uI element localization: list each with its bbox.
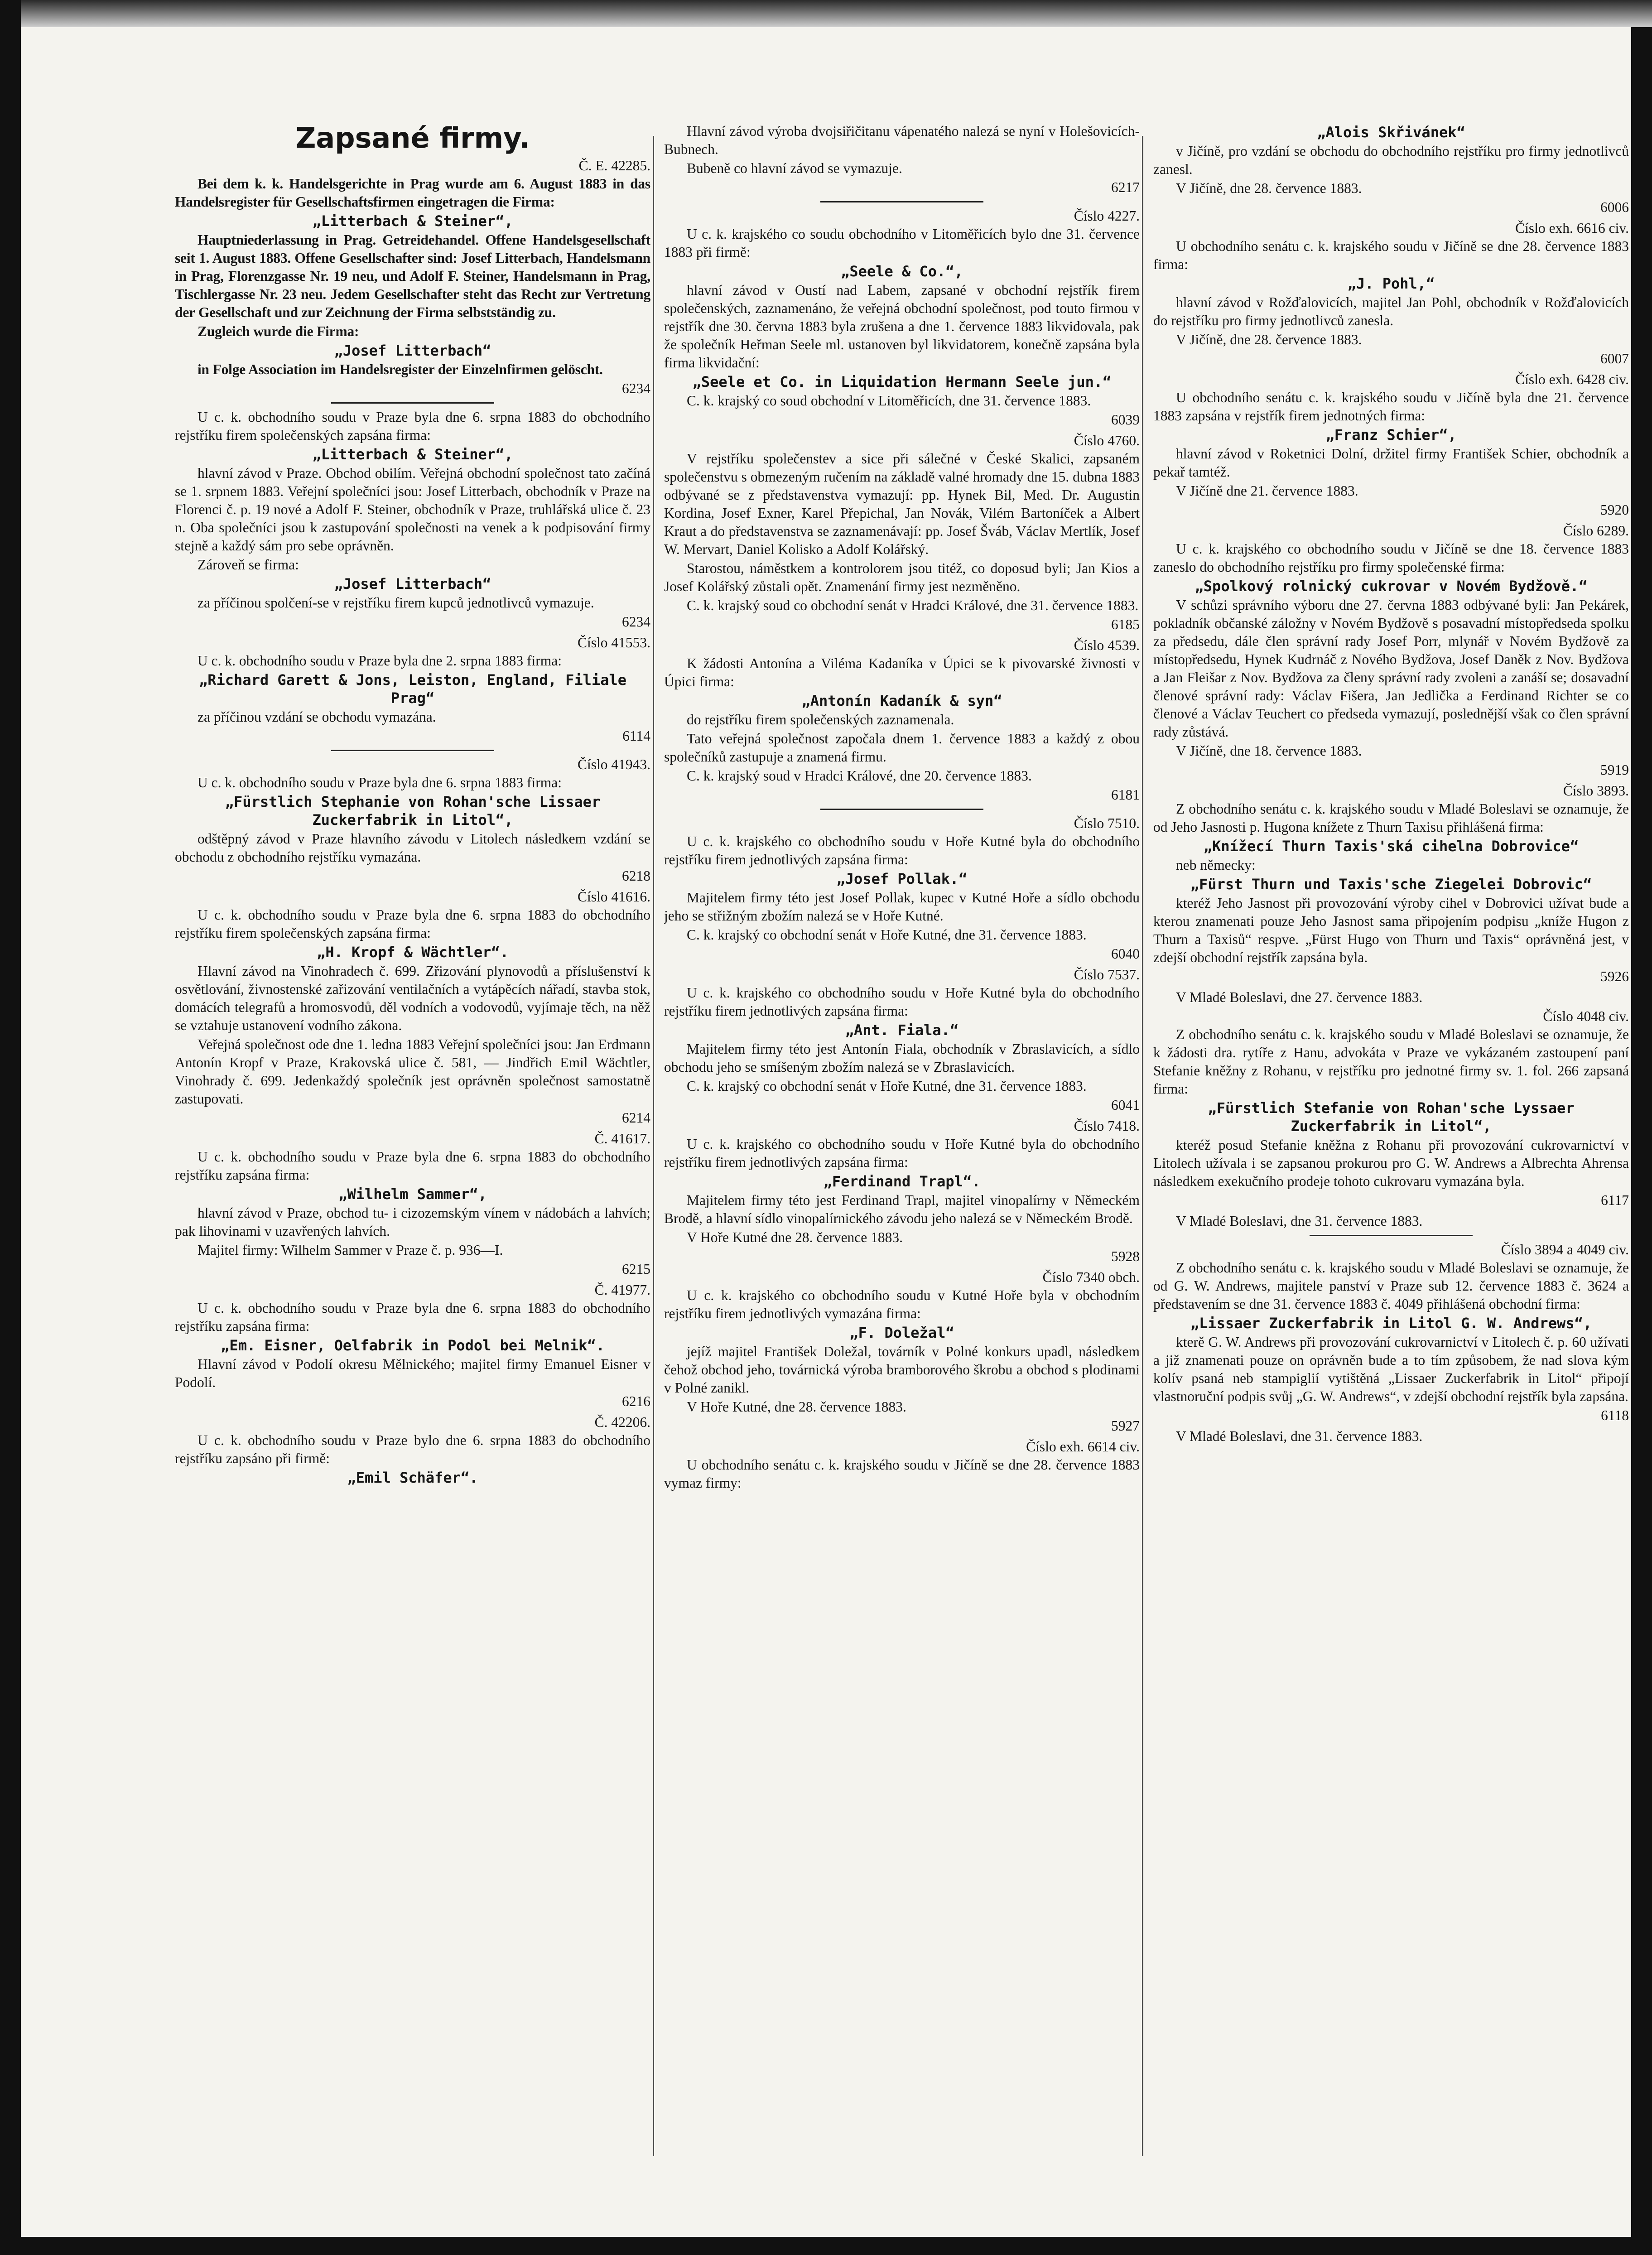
entry-number: Číslo 4227. [1074, 208, 1140, 224]
entry-text: Majitelem firmy této jest Ferdinand Trapl, majitel vinopalírny v Německém Brodě, a hlavní sídlo vinopalírnického závodu jeho nalezá se v Německém Brodě. [664, 1192, 1140, 1226]
entry-text: V Jičíně, dne 28. července 1883. [1176, 332, 1362, 347]
column-2 [664, 122, 1140, 2188]
entry-number: Číslo 7510. [1074, 815, 1140, 831]
firm-name: „Josef Pollak.“ [836, 870, 968, 887]
entry-reference: 6218 [622, 868, 650, 884]
firm-name: „Litterbach & Steiner“, [312, 212, 513, 230]
firm-name: „Emil Schäfer“. [347, 1469, 478, 1486]
page-top-edge [21, 0, 1652, 27]
column-1 [175, 122, 650, 2188]
entry-text: U c. k. krajského co obchodního soudu v Hoře Kutné byla do obchodního rejstříku firem jednotlivých zapsána firma: [664, 1136, 1140, 1170]
entry-text: Zároveň se firma: [197, 557, 299, 573]
entry-text: do rejstříku firem společenských zaznamenala. [687, 712, 954, 728]
entry-reference: 5920 [1600, 502, 1629, 518]
firm-name: „Seele et Co. in Liquidation Hermann Seele jun.“ [692, 373, 1112, 390]
firm-name: „J. Pohl,“ [1347, 275, 1435, 292]
entry-text-german: in Folge Association im Handelsregister der Einzelnfirmen gelöscht. [197, 361, 603, 377]
entry-text: v Jičíně, pro vzdání se obchodu do obchodního rejstříku pro firmy jednotlivců zanesl. [1153, 143, 1629, 177]
firm-name: „Josef Litterbach“ [334, 575, 491, 593]
entry-text: K žádosti Antonína a Viléma Kadaníka v Úpici se k pivovarské živnosti v Úpici firma: [664, 655, 1140, 689]
entry-text-german: Hauptniederlassung in Prag. Getreidehandel. Offene Handelsgesellschaft seit 1. August 1883. Offene Gesellschafter sind: Josef Litterbach, Handelsmann in Prag, Florenzgasse Nr. 19 neu, und Adolf F. Steiner, Handelsmann in Prag, Tischlergasse Nr. 23 neu. Jedem Gesellschafter steht das Recht zur Vertretung der Gesellschaft und zur Zeichnung der Firma selbstständig zu. [175, 232, 650, 320]
entry-number: Číslo 6289. [1563, 523, 1629, 539]
entry-text: U obchodního senátu c. k. krajského soudu v Jičíně se dne 28. července 1883 vymaz firmy: [664, 1457, 1140, 1491]
entry-text: Z obchodního senátu c. k. krajského soudu v Mladé Boleslavi se oznamuje, že od Jeho Jasnosti p. Hugona knížete z Thurn Taxisu přihlášená firma: [1153, 801, 1629, 835]
entry-text: hlavní závod v Roketnici Dolní, držitel firmy František Schier, obchodník a pekař tamtéž. [1153, 446, 1629, 480]
entry-reference: 6214 [622, 1110, 650, 1126]
entry-number: Číslo 3894 a 4049 civ. [1501, 1242, 1629, 1258]
entry-text: V Hoře Kutné, dne 28. července 1883. [687, 1399, 906, 1415]
entry-text: V Mladé Boleslavi, dne 31. července 1883. [1176, 1428, 1423, 1444]
entry-text: U c. k. krajského co obchodního soudu v Jičíně se dne 18. července 1883 zaneslo do obchodního rejstříku pro firmy společenské firma: [1153, 541, 1629, 575]
entry-number: Číslo 3893. [1563, 783, 1629, 799]
entry-text: hlavní závod v Praze, obchod tu- i cizozemským vínem v nádobách a lahvích; pak lihovinami v uzavřených lahvích. [175, 1205, 650, 1239]
entry-number: Číslo 41616. [577, 889, 650, 905]
entry-text: U c. k. krajského co obchodního soudu v Hoře Kutné byla do obchodního rejstříku firem jednotlivých zapsána firma: [664, 985, 1140, 1019]
entry-number: Číslo exh. 6428 civ. [1515, 371, 1629, 387]
firm-name: „Alois Skřivánek“ [1317, 124, 1465, 141]
entry-text: U c. k. obchodního soudu v Praze bylo dne 6. srpna 1883 do obchodního rejstříku zapsáno při firmě: [175, 1432, 650, 1466]
firm-name: „Litterbach & Steiner“, [312, 446, 513, 463]
entry-number: Číslo exh. 6614 civ. [1026, 1439, 1140, 1455]
separator-rule [1310, 1235, 1473, 1236]
entry-reference: 6118 [1601, 1407, 1629, 1423]
firm-name: „Josef Litterbach“ [334, 342, 491, 359]
entry-text: V Jičíně, dne 28. července 1883. [1176, 180, 1362, 196]
firm-name: „Seele & Co.“, [841, 263, 963, 280]
entry-reference: 6215 [622, 1261, 650, 1277]
firm-name: „Franz Schier“, [1325, 426, 1457, 443]
entry-text: U c. k. obchodního soudu v Praze byla dne 6. srpna 1883 do obchodního rejstříku firem společenských zapsána firma: [175, 409, 650, 443]
entry-reference: 6117 [1601, 1192, 1629, 1208]
firm-name: „Spolkový rolnický cukrovar v Novém Bydžově.“ [1194, 578, 1588, 595]
entry-reference: 6234 [622, 381, 650, 396]
entry-number: Číslo exh. 6616 civ. [1515, 220, 1629, 236]
entry-reference: 6234 [622, 614, 650, 630]
entry-number: Č. E. 42285. [578, 158, 650, 173]
entry-text: C. k. krajský soud v Hradci Králové, dne 20. července 1883. [687, 768, 1032, 784]
entry-text: C. k. krajský co obchodní senát v Hoře Kutné, dne 31. července 1883. [687, 1078, 1087, 1094]
entry-text: C. k. krajský co soud obchodní v Litoměřicích, dne 31. července 1883. [687, 393, 1091, 409]
entry-text: Veřejná společnost ode dne 1. ledna 1883 Veřejní společníci jsou: Jan Erdmann Antonín Kropf v Praze, Krakovská ulice č. 581, — Jindřich Emil Wächtler, Vinohrady č. 699. Jedenkaždý společník jest oprávněn společnost samostatně zastupovati. [175, 1036, 650, 1107]
entry-text: C. k. krajský soud co obchodní senát v Hradci Králové, dne 31. července 1883. [687, 597, 1139, 613]
entry-text: Majitelem firmy této jest Antonín Fiala, obchodník v Zbraslavicích, a sídlo obchodu jeho se smíšeným zbožím nalezá se v Zbraslavicích. [664, 1041, 1140, 1075]
section-heading: Zapsané firmy. [295, 122, 530, 154]
entry-number: Číslo 7537. [1074, 967, 1140, 983]
firm-name: „Antonín Kadaník & syn“ [801, 692, 1002, 709]
entry-text: za příčinou vzdání se obchodu vymazána. [197, 709, 436, 725]
entry-reference: 5926 [1600, 968, 1629, 984]
entry-text: U c. k. obchodního soudu v Praze byla dne 6. srpna 1883 firma: [197, 775, 562, 790]
entry-reference: 6040 [1111, 946, 1140, 962]
entry-number: Č. 41617. [594, 1131, 650, 1147]
firm-name: „Ant. Fiala.“ [845, 1021, 959, 1039]
entry-reference: 5919 [1600, 762, 1629, 778]
entry-text: U c. k. obchodního soudu v Praze byla dne 6. srpna 1883 do obchodního rejstříku zapsána firma: [175, 1300, 650, 1334]
entry-reference: 6041 [1111, 1097, 1140, 1113]
entry-reference: 6039 [1111, 412, 1140, 428]
entry-text: V Mladé Boleslavi, dne 27. července 1883. [1176, 989, 1423, 1005]
firm-name: „Richard Garett & Jons, Leiston, England, Filiale Prag“ [198, 671, 626, 707]
entry-reference: 6217 [1111, 179, 1140, 195]
firm-name: „Ferdinand Trapl“. [823, 1173, 981, 1190]
firm-name: „Knížecí Thurn Taxis'ská cihelna Dobrovice“ [1203, 838, 1579, 855]
firm-name: „H. Kropf & Wächtler“. [317, 944, 509, 961]
firm-name: „Wilhelm Sammer“, [338, 1185, 487, 1203]
entry-text: odštěpný závod v Praze hlavního závodu v Litolech následkem vzdání se obchodu z obchodního rejstříku vymazána. [175, 831, 650, 865]
separator-rule [331, 750, 494, 751]
entry-text: V rejstříku společenstev a sice při sálečné v České Skalici, zapsaném společenstvu s obmezeným ručením na základě valné hromady dne 15. dubna 1883 odbývané se z představenstva vymazují: pp. Hynek Bil, Med. Dr. Augustin Kordina, Josef Exner, Karel Přepichal, Jan Novák, Vilém Bartoníček a Albert Kraut a do představenstva se zaznamenávají: pp. Josef Šváb, Václav Mertlík, Josef W. Mervart, Daniel Kolisko a Adolf Kolářský. [664, 451, 1140, 557]
entry-text: Hlavní závod výroba dvojsiřičitanu vápenatého nalezá se nyní v Holešovicích-Bubnech. [664, 123, 1140, 157]
entry-text: Z obchodního senátu c. k. krajského soudu v Mladé Boleslavi se oznamuje, že k žádosti dra. rytíře z Hanu, advokáta v Praze ve vykázaném zastoupení paní Stefanie kněžny z Rohanu, v rejstříku pro jednotné firmy sv. 1. fol. 266 zapsaná firma: [1153, 1026, 1629, 1097]
entry-text: za příčinou spolčení-se v rejstříku firem kupců jednotlivců vymazuje. [197, 595, 594, 611]
entry-text: C. k. krajský co obchodní senát v Hoře Kutné, dne 31. července 1883. [687, 927, 1087, 943]
entry-text: U c. k. obchodního soudu v Praze byla dne 6. srpna 1883 do obchodního rejstříku firem společenských zapsána firma: [175, 907, 650, 941]
entry-number: Číslo 4539. [1074, 637, 1140, 653]
entry-text: neb německy: [1176, 857, 1256, 873]
entry-text: kterě G. W. Andrews při provozování cukrovarnictví v Litolech č. p. 60 užívati a již znamenati pouze on oprávněn bude a to tím způsobem, že nad slova kým kolív psaná neb stampiglií vytištěná „Lissaer Zuckerfabrik in Litol“ připojí vlastnoruční podpis svůj „G. W. Andrews“, v zdejší obchodní rejstřík byla zapsána. [1153, 1334, 1629, 1404]
entry-text: hlavní závod v Praze. Obchod obilím. Veřejná obchodní společnost tato začíná se 1. srpnem 1883. Veřejní společníci jsou: Josef Litterbach, obchodník v Praze na Florenci č. p. 19 nové a Adolf F. Steiner, obchodník v Praze, truhlářská ulice č. 23 n. Oba společníci jsou k zastupování společnosti na venek a k podpisování firmy stejně a každý sám pro sebe oprávněn. [175, 465, 650, 554]
entry-text: U c. k. obchodního soudu v Praze byla dne 2. srpna 1883 firma: [197, 653, 562, 669]
entry-number: Číslo 41943. [577, 756, 650, 772]
entry-text: Hlavní závod v Podolí okresu Mělnického; majitel firmy Emanuel Eisner v Podolí. [175, 1356, 650, 1390]
entry-text: Tato veřejná společnost započala dnem 1. července 1883 a každý z obou společníků zastupuje a znamená firmu. [664, 731, 1140, 765]
entry-text: U obchodního senátu c. k. krajského soudu v Jičíně se dne 28. července 1883 firma: [1153, 238, 1629, 272]
separator-rule [820, 201, 983, 202]
firm-name: „Fürstlich Stephanie von Rohan'sche Lissaer Zuckerfabrik in Litol“, [225, 793, 601, 829]
entry-text: V Hoře Kutné dne 28. července 1883. [687, 1229, 903, 1245]
entry-reference: 6114 [622, 728, 650, 744]
entry-text-german: Zugleich wurde die Firma: [197, 323, 359, 339]
entry-reference: 6181 [1111, 787, 1140, 803]
entry-reference: 6185 [1111, 617, 1140, 632]
entry-text: hlavní závod v Rožďalovicích, majitel Jan Pohl, obchodník v Rožďalovicích do rejstříku pro firmy jednotlivců zanesla. [1153, 294, 1629, 328]
entry-reference: 6007 [1600, 351, 1629, 366]
entry-text: Hlavní závod na Vinohradech č. 699. Zřizování plynovodů a příslušenství k osvětlování, živnostenské zařizování ventilačních a vytápěcích nářadí, stavba stok, domácích telegrafů a hromosvodů, děl vodních a vodovodů, vyjímaje těch, na něž se vztahuje ustanovení vodního zákona. [175, 963, 650, 1033]
entry-text: V Mladé Boleslavi, dne 31. července 1883. [1176, 1213, 1423, 1229]
entry-number: Č. 41977. [594, 1282, 650, 1298]
separator-rule [331, 402, 494, 404]
entry-text: Starostou, náměstkem a kontrolorem jsou titéž, co doposud byli; Jan Kios a Josef Kolářský zůstali opět. Znamenání firmy jest nezměněno. [664, 560, 1140, 594]
entry-reference: 5928 [1111, 1248, 1140, 1264]
entry-text: Majitelem firmy této jest Josef Pollak, kupec v Kutné Hoře a sídlo obchodu jeho se střižným zbožím nalezá se v Hoře Kutné. [664, 890, 1140, 924]
firm-name: „Fürst Thurn und Taxis'sche Ziegelei Dobrovic“ [1190, 876, 1592, 893]
entry-number: Č. 42206. [594, 1414, 650, 1430]
entry-text: Majitel firmy: Wilhelm Sammer v Praze č. p. 936—I. [197, 1242, 503, 1258]
entry-text: Bubeně co hlavní závod se vymazuje. [687, 160, 902, 176]
firm-name: „Fürstlich Stefanie von Rohan'sche Lyssaer Zuckerfabrik in Litol“, [1208, 1099, 1575, 1135]
entry-reference: 5927 [1111, 1418, 1140, 1434]
firm-name: „F. Doležal“ [849, 1324, 954, 1341]
entry-text: V Jičíně dne 21. července 1883. [1176, 483, 1358, 499]
entry-number: Číslo 41553. [577, 635, 650, 650]
column-rule [1142, 136, 1143, 2156]
firm-name: „Em. Eisner, Oelfabrik in Podol bei Melnik“. [221, 1337, 605, 1354]
firm-name: „Lissaer Zuckerfabrik in Litol G. W. Andrews“, [1190, 1315, 1592, 1332]
entry-text: V Jičíně, dne 18. července 1883. [1176, 743, 1362, 759]
column-rule [653, 136, 654, 2156]
column-3 [1153, 122, 1629, 2188]
entry-text: V schůzi správního výboru dne 27. června 1883 odbývané byli: Jan Pekárek, pokladník občanské záložny v Novém Bydžově s posavadní místopředseda spolku za předsedu, dále člen správní rady Josef Porr, mlynář v Novém Bydžově za místopředsedu, Hynek Kudrnáč z Nového Bydžova, Josef Daněk z Nov. Bydžova a Jan Fleišar z Nov. Bydžova za členy správní rady zvoleni a zanáší se; dosavadní členové správní rady: Václav Fišera, Jan Jedlička a Ferdinand Richter se co členové a Václav Teuchert co předseda vymazují, poslednější však co člen správní rady zůstává. [1153, 597, 1629, 740]
entry-text: kteréž Jeho Jasnost při provozování výroby cihel v Dobrovici užívat bude a kterou znamenati pouze Jeho Jasnost sama připojením podpisu „kníže Hugon z Thurn a Taxisů“ respve. „Fürst Hugo von Thurn und Taxis“ oprávněná jest, v zdejší obchodní rejstřík zapsána byla. [1153, 895, 1629, 965]
entry-text: hlavní závod v Oustí nad Labem, zapsané v obchodní rejstřík firem společenských, zaznamenáno, že veřejná obchodní společnost, pod touto firmou v rejstřík dne 30. června 1883 byla zrušena a dne 1. července 1883 likvidovala, pak že společník Heřman Seele ml. ustanoven byl likvidatorem, konečně zapsána byla firma likvidační: [664, 282, 1140, 371]
entry-number: Číslo 7418. [1074, 1118, 1140, 1134]
entry-text: kteréž posud Stefanie kněžna z Rohanu při provozování cukrovarnictví v Litolech užívala i se zapsanou prokurou pro G. W. Andrews a Albrechta Ahrensa následkem exekučního prodeje tohoto cukrovaru vymazána byla. [1153, 1137, 1629, 1189]
entry-number: Číslo 7340 obch. [1042, 1269, 1140, 1285]
entry-text: U c. k. krajského co obchodního soudu v Hoře Kutné byla do obchodního rejstříku firem jednotlivých zapsána firma: [664, 834, 1140, 867]
entry-number: Číslo 4048 civ. [1543, 1008, 1629, 1024]
entry-text: U c. k. obchodního soudu v Praze byla dne 6. srpna 1883 do obchodního rejstříku zapsána firma: [175, 1149, 650, 1183]
entry-text: U c. k. krajského co obchodního soudu v Kutné Hoře byla v obchodním rejstříku firem jednotlivých vymazána firma: [664, 1287, 1140, 1321]
separator-rule [820, 809, 983, 810]
entry-text-german: Bei dem k. k. Handelsgerichte in Prag wurde am 6. August 1883 in das Handelsregister für Gesellschaftsfirmen eingetragen die Firma: [175, 176, 650, 210]
entry-text: jejíž majitel František Doležal, továrník v Polné konkurs upadl, následkem čehož obchod jeho, továrnická výroba bramborového škrobu a obchod s plodinami v Polné zanikl. [664, 1344, 1140, 1396]
entry-text: U c. k. krajského co soudu obchodního v Litoměřicích bylo dne 31. července 1883 při firmě: [664, 226, 1140, 260]
entry-text: Z obchodního senátu c. k. krajského soudu v Mladé Boleslavi se oznamuje, že od G. W. Andrews, majitele panství v Praze sub 12. července 1883 č. 3624 a představením se dne 31. července 1883 č. 4049 přihlášená obchodní firma: [1153, 1260, 1629, 1312]
entry-number: Číslo 4760. [1074, 433, 1140, 448]
entry-reference: 6216 [622, 1393, 650, 1409]
entry-text: U obchodního senátu c. k. krajského soudu v Jičíně byla dne 21. července 1883 zapsána v rejstřík firem jednotných firma: [1153, 390, 1629, 424]
entry-reference: 6006 [1600, 199, 1629, 215]
